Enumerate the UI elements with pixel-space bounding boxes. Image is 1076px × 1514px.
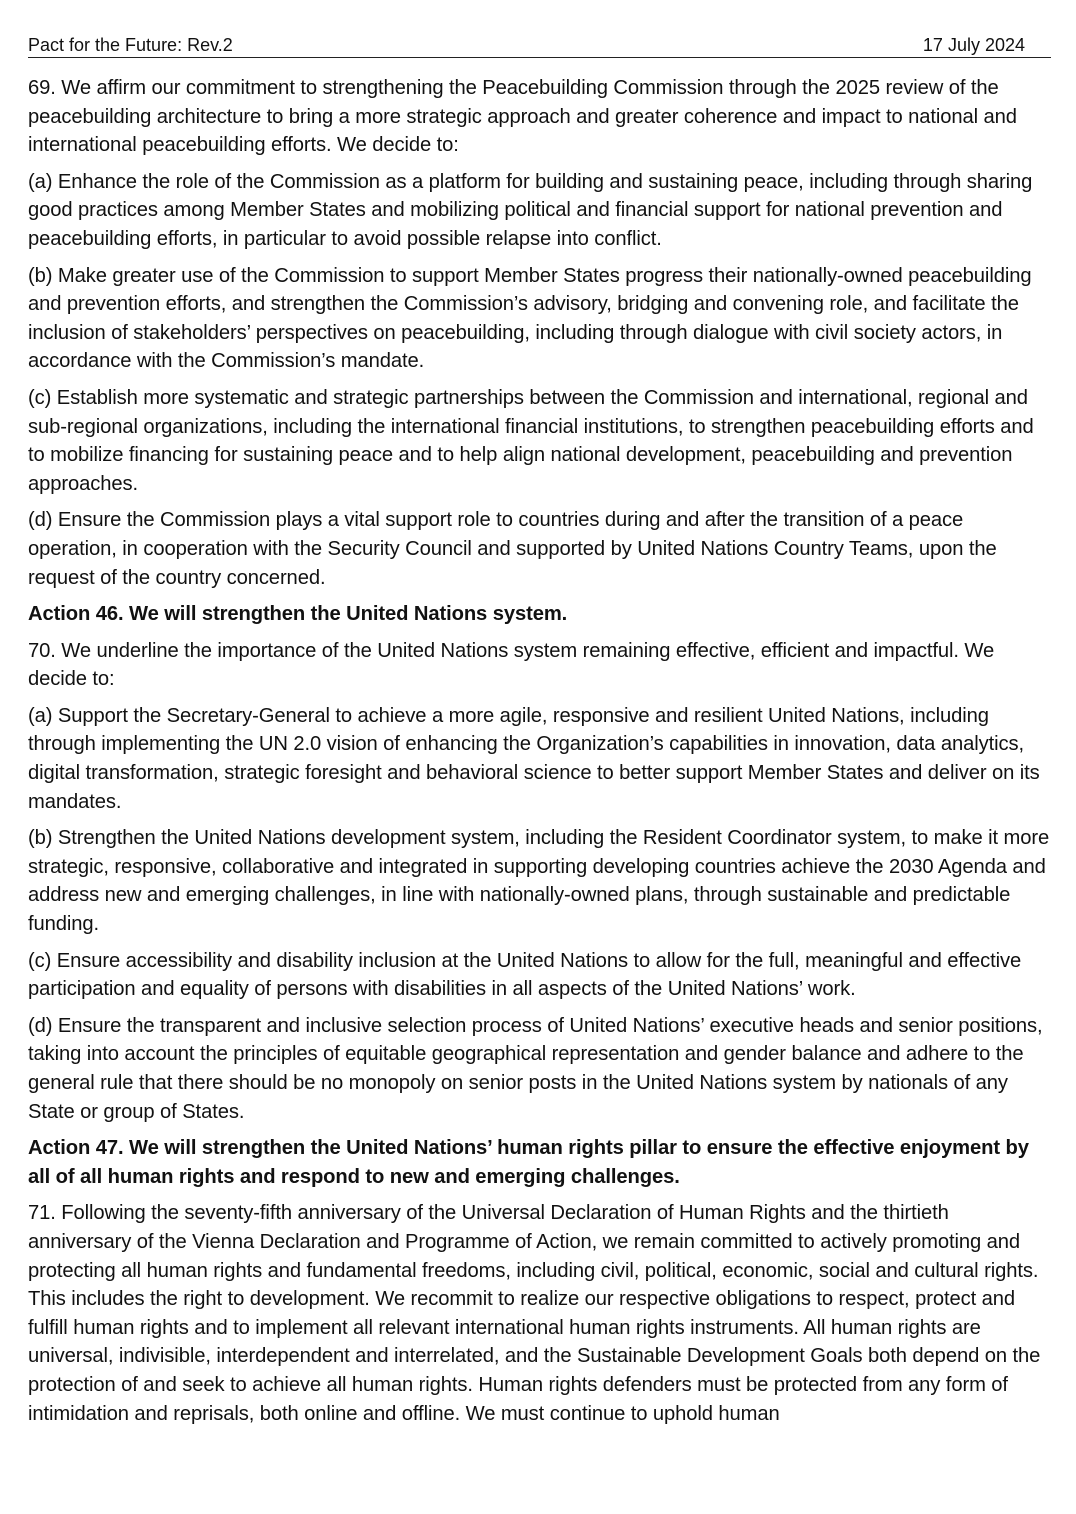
paragraph-69-b: (b) Make greater use of the Commission to support Member States progress their nationally-owned peacebuilding and prevention efforts, and strengthen the Commission’s advisory, bridging and convening role, and facilitate the inclusion of stakeholders’ perspectives on peacebuilding, including through dialogue with civil society actors, in accordance with the Commission’s mandate. [28,264,1032,373]
paragraph-70: 70. We underline the importance of the United Nations system remaining effective, efficient and impactful. We decide to: [28,639,995,691]
paragraph-70-b: (b) Strengthen the United Nations development system, including the Resident Coordinator system, to make it more strategic, responsive, collaborative and integrated in supporting developing countries achieve the 2030 Agenda and address new and emerging challenges, in line with nationally-owned plans, through sustainable and predictable funding. [28,827,1050,936]
action-47-heading: Action 47. We will strengthen the United Nations’ human rights pillar to ensure the effective enjoyment by all of all human rights and respond to new and emerging challenges. [28,1137,1029,1188]
paragraph-70-a: (a) Support the Secretary-General to achieve a more agile, responsive and resilient United Nations, including through implementing the UN 2.0 vision of enhancing the Organization’s capabilities in innovation, data analytics, digital transformation, strategic foresight and behavioral science to better support Member States and deliver on its mandates. [28,704,1040,813]
paragraph-70-d: (d) Ensure the transparent and inclusive selection process of United Nations’ executive heads and senior positions, taking into account the principles of equitable geographical representation and gender balance and adhere to the general rule that there should be no monopoly on senior posts in the United Nations system by nationals of any State or group of States. [28,1014,1043,1123]
document-date: 17 July 2024 [922,35,1025,55]
paragraph-69-c: (c) Establish more systematic and strategic partnerships between the Commission and international, regional and sub-regional organizations, including the international financial institutions, to strengthen peacebuilding efforts and to mobilize financing for sustaining peace and to help align national development, peacebuilding and prevention approaches. [28,386,1034,495]
paragraph-69-d: (d) Ensure the Commission plays a vital support role to countries during and after the transition of a peace operation, in cooperation with the Security Council and supported by United Nations Country Teams, upon the request of the country concerned. [28,509,997,589]
paragraph-69-a: (a) Enhance the role of the Commission as a platform for building and sustaining peace, including through sharing good practices among Member States and mobilizing political and financial support for national prevention and peacebuilding efforts, in particular to avoid possible relapse into conflict. [28,170,1033,250]
document-body [28,74,1052,1436]
header-divider [28,57,1051,58]
action-46-heading: Action 46. We will strengthen the United Nations system. [28,603,568,626]
paragraph-70-c: (c) Ensure accessibility and disability inclusion at the United Nations to allow for the full, meaningful and effective participation and equality of persons with disabilities in all aspects of the United Nations’ work. [28,949,1022,1001]
paragraph-71: 71. Following the seventy-fifth anniversary of the Universal Declaration of Human Rights and the thirtieth anniversary of the Vienna Declaration and Programme of Action, we remain committed to actively promoting and protecting all human rights and fundamental freedoms, including civil, political, economic, social and cultural rights. This includes the right to development. We recommit to realize our respective obligations to respect, protect and fulfill human rights and to implement all relevant international human rights instruments. All human rights are universal, indivisible, interdependent and interrelated, and the Sustainable Development Goals both depend on the protection of and seek to achieve all human rights. Human rights defenders must be protected from any form of intimidation and reprisals, both online and offline. We must continue to uphold human [28,1202,1041,1425]
paragraph-69: 69. We affirm our commitment to strengthening the Peacebuilding Commission through the 2025 review of the peacebuilding architecture to bring a more strategic approach and greater coherence and impact to national and international peacebuilding efforts. We decide to: [28,77,1017,157]
page-header [28,33,1025,57]
document-title: Pact for the Future: Rev.2 [28,35,233,55]
